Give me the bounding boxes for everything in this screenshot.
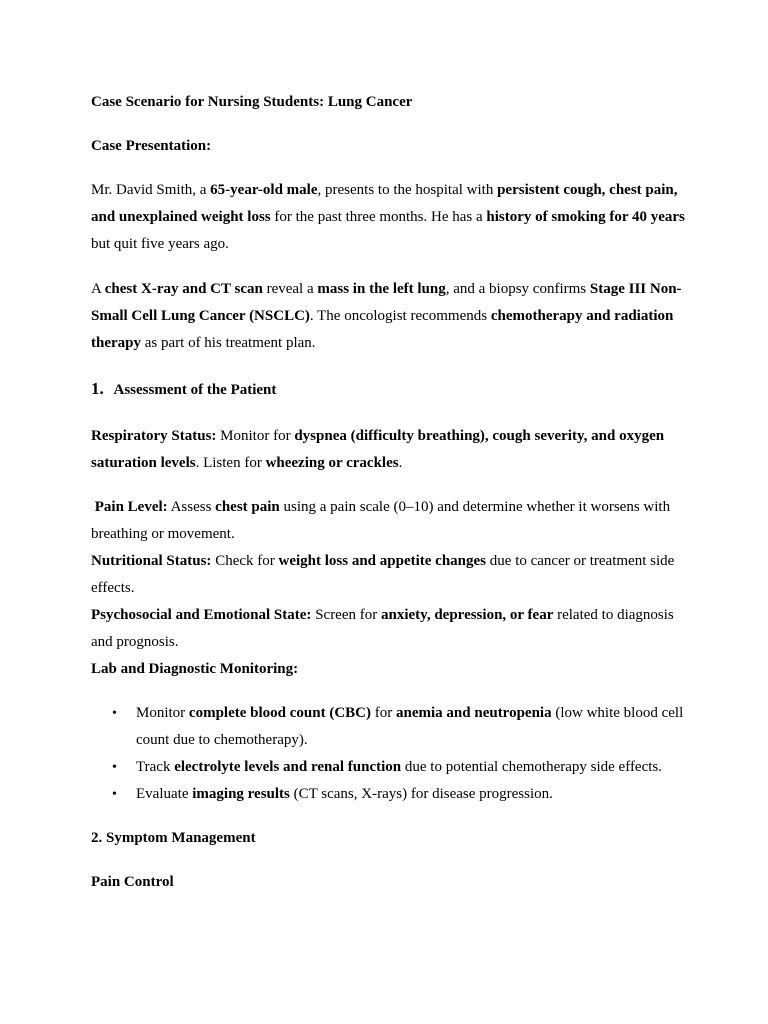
- bullet1-bold-1: complete blood count (CBC): [188, 705, 371, 721]
- para1-text-1: Mr. David Smith, a: [91, 182, 211, 198]
- para1-text-4: but quit five years ago.: [91, 236, 229, 252]
- lab-heading-text: Lab and Diagnostic Monitoring:: [91, 661, 299, 677]
- para1-text-3: for the past three months. He has a: [270, 209, 487, 225]
- bullet-icon: •: [112, 706, 117, 721]
- section-2-title: 2. Symptom Management: [91, 830, 256, 846]
- para2-bold-1: chest X-ray and CT scan: [104, 281, 263, 297]
- section-2-heading: [91, 825, 691, 852]
- nutrition-bold-1: weight loss and appetite changes: [278, 553, 487, 569]
- respiratory-label: Respiratory Status:: [91, 428, 217, 444]
- paragraph-patient-intro: [91, 177, 691, 258]
- title-text: Case Scenario for Nursing Students: Lung Cancer: [91, 94, 413, 110]
- para2-text-5: as part of his treatment plan.: [141, 335, 316, 351]
- section-1-number: 1.: [91, 379, 104, 398]
- lab-monitoring-heading: [91, 656, 691, 683]
- respiratory-text-3: .: [398, 455, 403, 471]
- respiratory-bold-1: dyspnea (difficulty breathing), cough severity, and oxygen saturation levels: [91, 428, 665, 471]
- bullet3-text-2: (CT scans, X-rays) for disease progression.: [289, 786, 553, 802]
- pain-text-2: using a pain scale (0–10) and determine whether it worsens with breathing or movement.: [91, 499, 671, 542]
- section-1-heading: [91, 375, 691, 404]
- list-item: [91, 700, 691, 754]
- bullet1-text-3: (low white blood cell count due to chemotherapy).: [136, 705, 684, 748]
- bullet2-bold-1: electrolyte levels and renal function: [174, 759, 402, 775]
- respiratory-text-1: Monitor for: [216, 428, 295, 444]
- pain-level-item: [91, 494, 691, 548]
- para2-bold-2: mass in the left lung: [317, 281, 446, 297]
- para1-bold-3: history of smoking for 40 years: [486, 209, 685, 225]
- para1-bold-2: persistent cough, chest pain, and unexplained weight loss: [91, 182, 678, 225]
- lab-monitoring-list: [91, 700, 691, 808]
- nutrition-text-2: due to cancer or treatment side effects.: [91, 553, 675, 596]
- pain-text-1: Assess: [167, 499, 216, 515]
- para2-text-1: A: [91, 281, 105, 297]
- para2-text-4: . The oncologist recommends: [309, 308, 491, 324]
- respiratory-bold-2: wheezing or crackles: [265, 455, 399, 471]
- paragraph-diagnosis: [91, 276, 691, 357]
- psychosocial-item: [91, 602, 691, 656]
- bullet2-text-1: Track: [136, 759, 175, 775]
- case-presentation-heading-text: Case Presentation:: [91, 138, 212, 154]
- bullet-icon: •: [112, 760, 117, 775]
- para2-text-2: reveal a: [262, 281, 318, 297]
- pain-control-heading: [91, 869, 691, 896]
- bullet2-text-2: due to potential chemotherapy side effects.: [401, 759, 663, 775]
- bullet1-bold-2: anemia and neutropenia: [396, 705, 552, 721]
- nutrition-label: Nutritional Status:: [91, 553, 212, 569]
- bullet-icon: •: [112, 787, 117, 802]
- pain-control-heading-text: Pain Control: [91, 874, 174, 890]
- pain-label: Pain Level:: [94, 499, 168, 515]
- psychosocial-text-2: related to diagnosis and prognosis.: [91, 607, 674, 650]
- bullet1-text-1: Monitor: [136, 705, 189, 721]
- para2-text-3: , and a biopsy confirms: [445, 281, 590, 297]
- nutrition-text-1: Check for: [211, 553, 279, 569]
- respiratory-text-2: . Listen for: [195, 455, 266, 471]
- psychosocial-label: Psychosocial and Emotional State:: [91, 607, 312, 623]
- para2-bold-4: chemotherapy and radiation therapy: [91, 308, 674, 351]
- section-1-title: Assessment of the Patient: [113, 382, 277, 398]
- document-title: [91, 89, 691, 116]
- para1-text-2: , presents to the hospital with: [317, 182, 498, 198]
- list-item: [91, 754, 691, 781]
- nutritional-status-item: [91, 548, 691, 602]
- pain-bold-1: chest pain: [215, 499, 280, 515]
- case-presentation-heading: [91, 133, 691, 160]
- psychosocial-bold-1: anxiety, depression, or fear: [381, 607, 554, 623]
- list-item: [91, 781, 691, 808]
- bullet1-text-2: for: [371, 705, 396, 721]
- psychosocial-text-1: Screen for: [311, 607, 381, 623]
- bullet3-bold-1: imaging results: [192, 786, 290, 802]
- respiratory-status-item: [91, 423, 691, 477]
- bullet3-text-1: Evaluate: [136, 786, 193, 802]
- para1-bold-1: 65-year-old male: [210, 182, 318, 198]
- para2-bold-3: Stage III Non-Small Cell Lung Cancer (NSCLC): [91, 281, 682, 324]
